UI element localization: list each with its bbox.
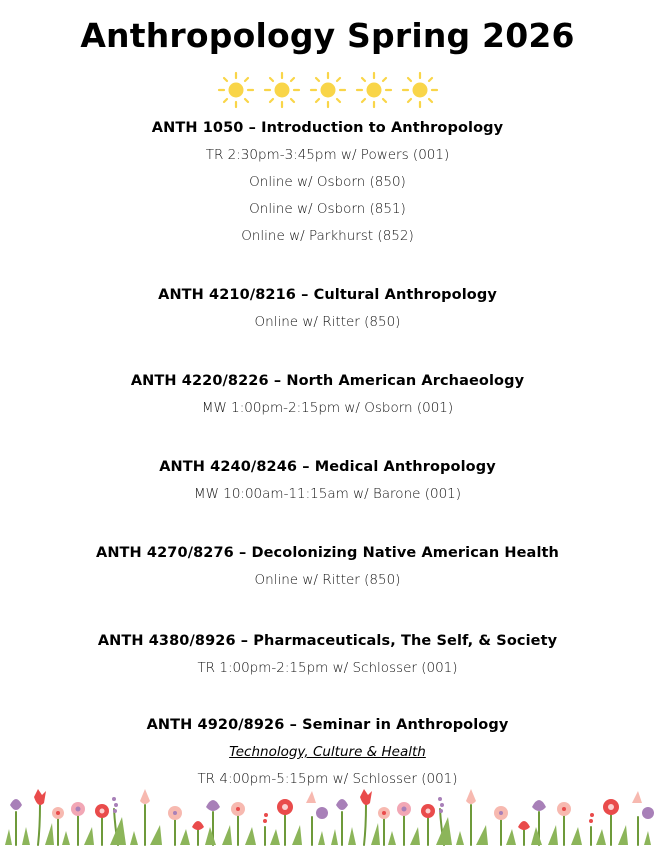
page-title: Anthropology Spring 2026 [80, 16, 575, 55]
course-section: TR 2:30pm-3:45pm w/ Powers (001) [205, 147, 450, 163]
course-section: Online w/ Ritter (850) [254, 314, 401, 330]
course-section: TR 4:00pm-5:15pm w/ Schlosser (001) [197, 771, 458, 787]
course-title: ANTH 4920/8926 – Seminar in Anthropology [146, 717, 509, 733]
course-anth-4270 [0, 542, 655, 596]
course-section: Online w/ Ritter (850) [254, 572, 401, 588]
sun-icon [400, 70, 440, 110]
course-section: MW 10:00am-11:15am w/ Barone (001) [193, 486, 462, 502]
course-anth-4380 [0, 630, 655, 684]
course-title: ANTH 1050 – Introduction to Anthropology [151, 120, 504, 136]
course-section: MW 1:00pm-2:15pm w/ Osborn (001) [201, 400, 454, 416]
sun-decoration-row [0, 70, 655, 112]
sun-icon [308, 70, 348, 110]
course-anth-4220 [0, 370, 655, 424]
course-title: ANTH 4220/8226 – North American Archaeology [130, 373, 525, 389]
sun-icon [354, 70, 394, 110]
flower-border-decoration [0, 787, 655, 847]
course-anth-4240 [0, 456, 655, 510]
course-anth-4920 [0, 714, 655, 795]
course-section: TR 1:00pm-2:15pm w/ Schlosser (001) [197, 660, 458, 676]
course-section: Online w/ Parkhurst (852) [241, 228, 414, 244]
course-section: Online w/ Osborn (851) [249, 201, 406, 217]
course-title: ANTH 4240/8246 – Medical Anthropology [159, 459, 496, 475]
course-title: ANTH 4380/8926 – Pharmaceuticals, The Self, & Society [97, 633, 558, 649]
course-title: ANTH 4210/8216 – Cultural Anthropology [158, 287, 497, 303]
sun-icon [262, 70, 302, 110]
sun-icon [216, 70, 256, 110]
course-subtitle: Technology, Culture & Health [229, 744, 426, 760]
course-anth-4210 [0, 284, 655, 338]
course-title: ANTH 4270/8276 – Decolonizing Native American Health [96, 545, 559, 561]
course-section: Online w/ Osborn (850) [249, 174, 406, 190]
course-anth-1050 [0, 117, 655, 252]
